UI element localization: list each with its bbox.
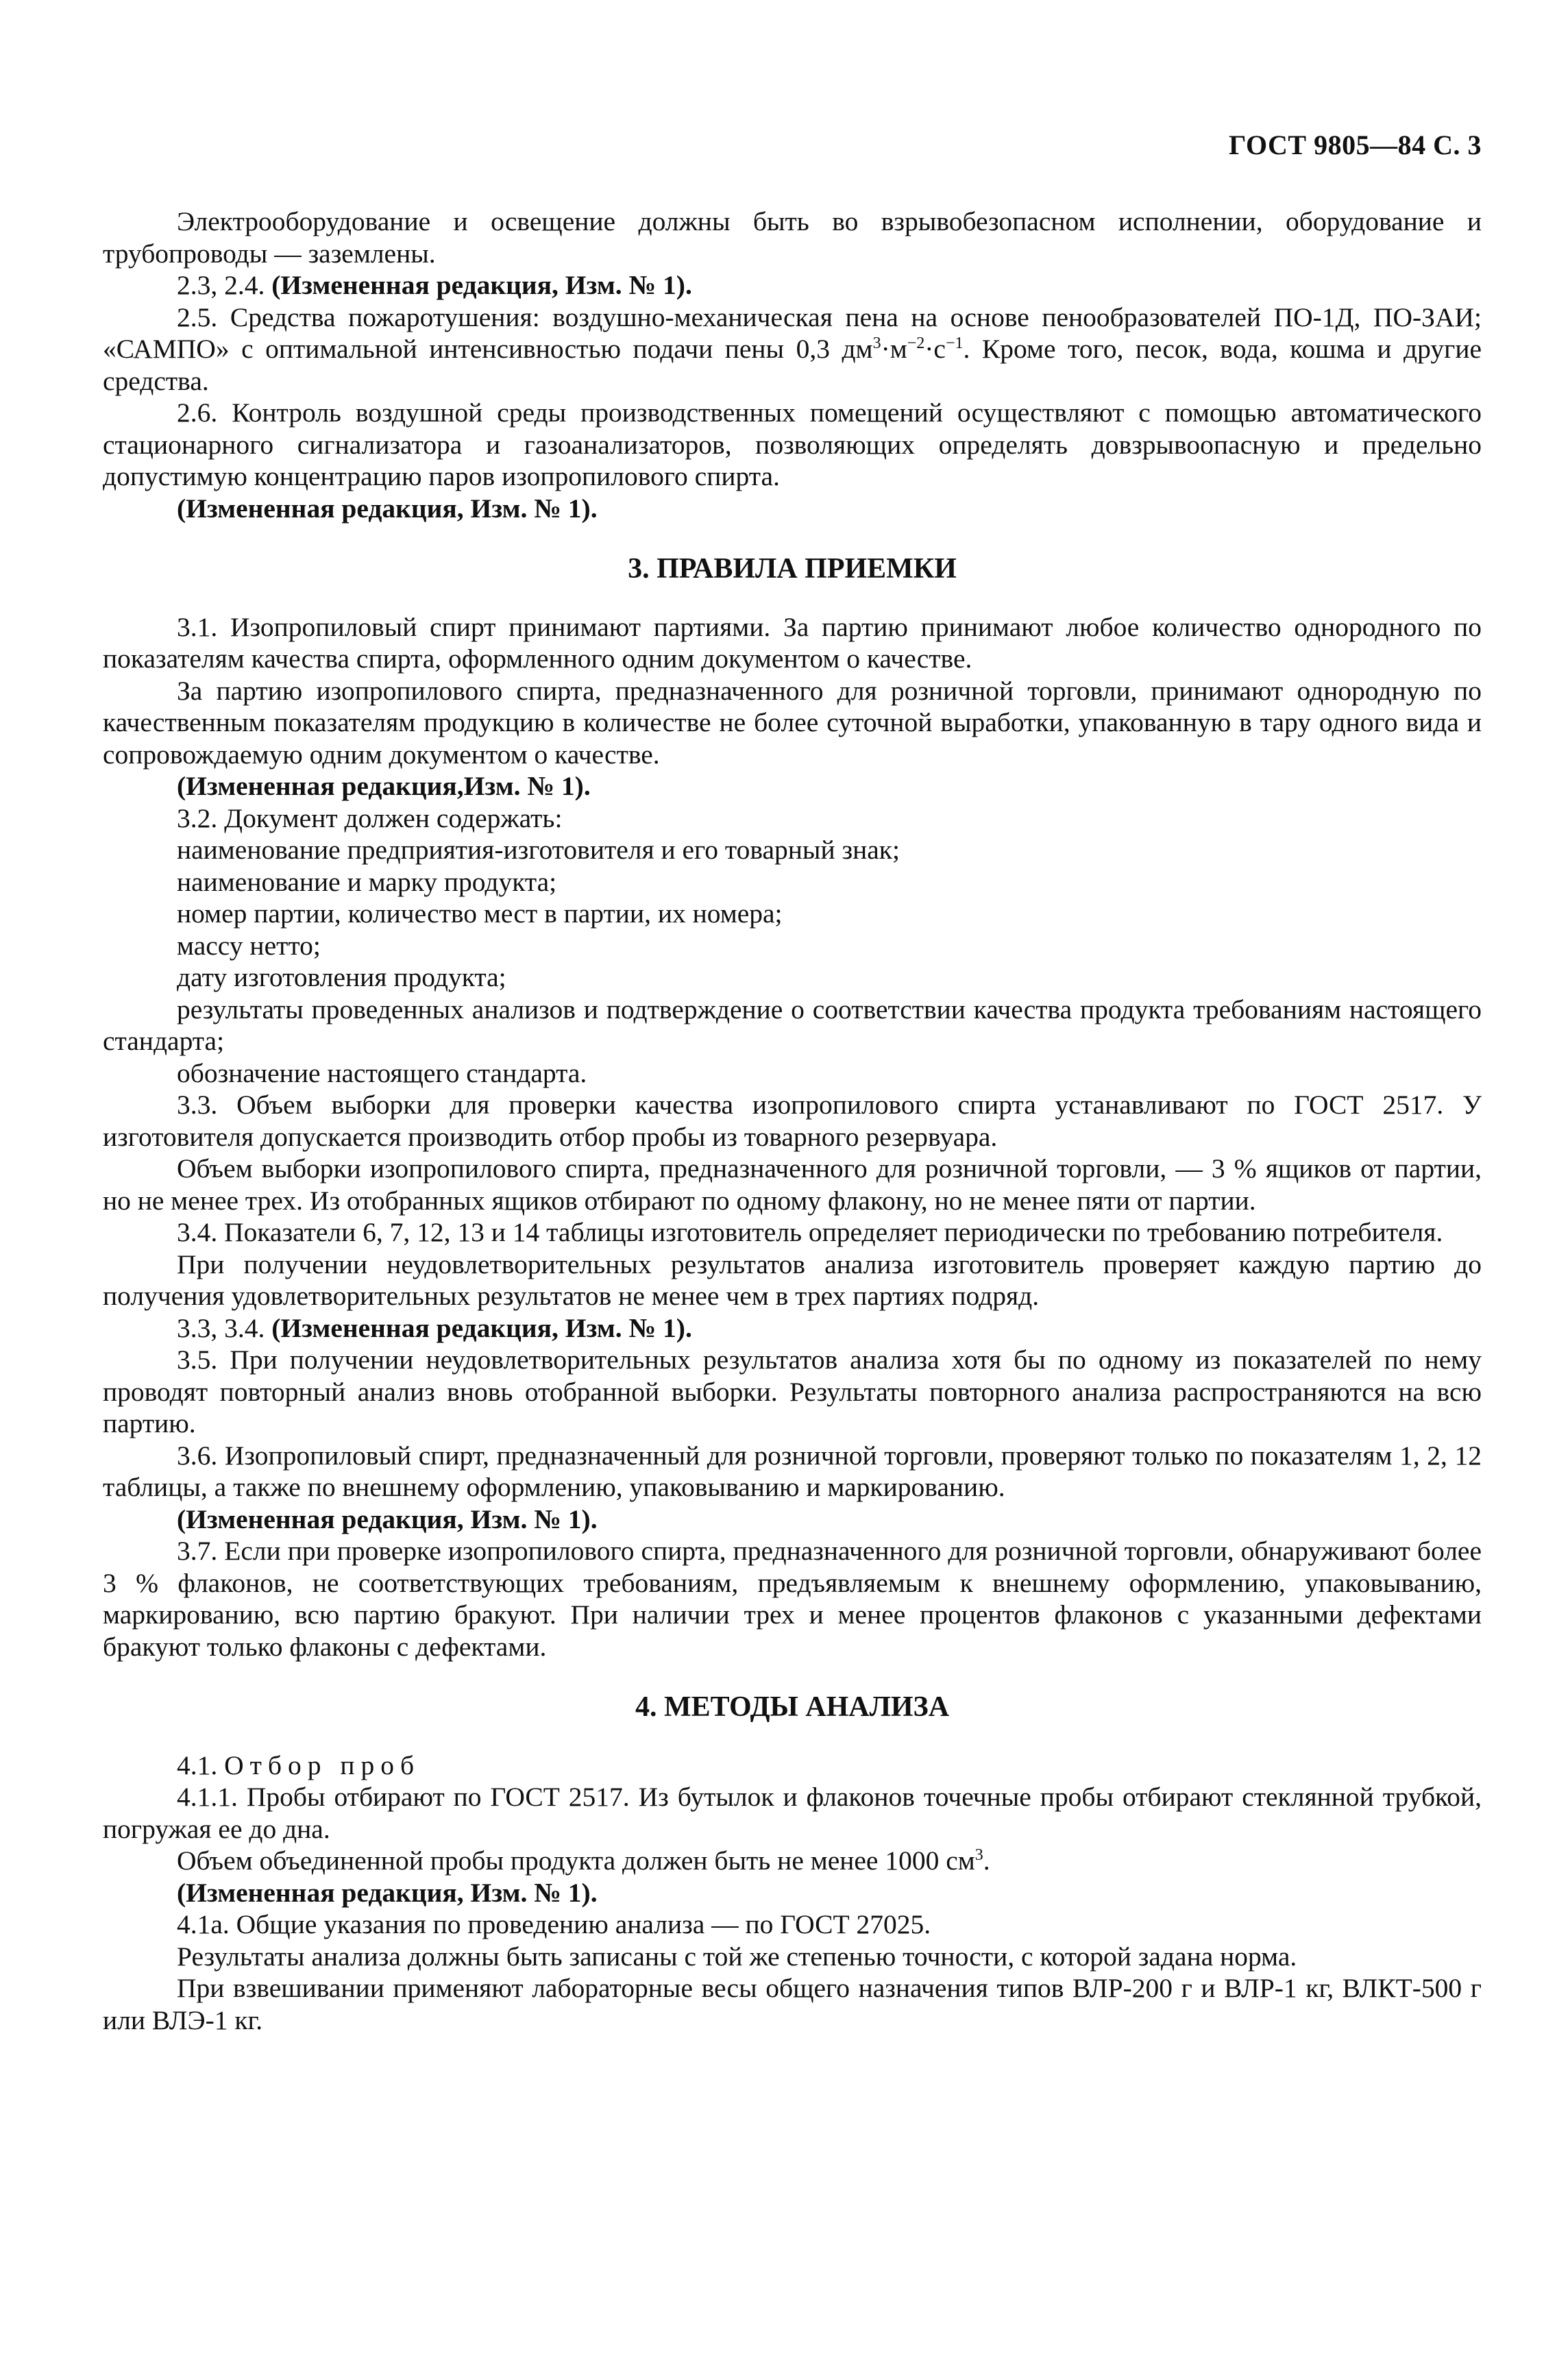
paragraph-3-3: 3.3. Объем выборки для проверки качества изопропилового спирта устанавливают по ГОСТ 2517. У изготовителя допускается производить отбор пробы из товарного резервуара. [103,1090,1482,1152]
list-item [103,994,1482,1057]
edit-note: (Измененная редакция, Изм. № 1). [177,1504,598,1534]
paragraph-weighing: При взвешивании применяют лабораторные весы общего назначения типов ВЛР-200 г и ВЛР-1 кг, ВЛКТ-500 г или ВЛЭ-1 кг. [103,1973,1482,2035]
text-run: Объем объединенной пробы продукта должен быть не менее 1000 см [177,1845,975,1876]
clause-number: 4.1. [177,1750,218,1780]
paragraph-4-1-1: 4.1.1. Пробы отбирают по ГОСТ 2517. Из бутылок и флаконов точечные пробы отбирают стеклянной трубкой, погружая ее до дна. [103,1782,1482,1844]
paragraph-3-1: 3.1. Изопропиловый спирт принимают партиями. За партию принимают любое количество однородного по показателям качества спирта, оформленного одним документом о качестве. [103,611,1482,674]
list-item: наименование и марку продукта; [177,866,557,897]
paragraph-edit-2-3 [103,269,1482,302]
paragraph-sample-volume: Объем выборки изопропилового спирта, предназначенного для розничной торговли, — 3 % ящиков от партии, но не менее трех. Из отобранных ящиков отбирают по одному флакону, но не менее пяти от партии. [103,1153,1482,1216]
paragraph-unsatisfactory: При получении неудовлетворительных результатов анализа изготовитель проверяет каждую партию до получения удовлетворительных результатов не менее чем в трех партиях подряд. [103,1249,1482,1311]
paragraph-2-5 [103,302,1482,397]
clause-number: 3.3, 3.4. [177,1312,265,1343]
list-item: номер партии, количество мест в партии, их номера; [177,898,783,929]
superscript: 3 [974,1845,983,1864]
paragraph-4-1 [103,1750,1482,1782]
text-run: 2.5. Средства пожаротушения: воздушно-механическая пена на основе пенообразователей ПО-1Д, ПО-ЗАИ; «САМПО» с оптимальной интенсивностью подачи пены 0,3 дм [103,302,1482,364]
text-run: ·м [881,334,907,364]
edit-note: (Измененная редакция, Изм. № 1). [271,1312,692,1343]
text-run: . [983,1845,990,1876]
list-item: массу нетто; [177,930,321,961]
paragraph-electrical: Электрооборудование и освещение должны быть во взрывобезопасном исполнении, оборудование и трубопроводы — заземлены. [103,206,1482,269]
paragraph-3-6: 3.6. Изопропиловый спирт, предназначенный для розничной торговли, проверяют только по показателям 1, 2, 12 таблицы, а также по внешнему оформлению, упаковыванию и маркированию. [103,1440,1482,1502]
superscript: −2 [907,334,925,352]
paragraph-precision: Результаты анализа должны быть записаны с той же степенью точности, с которой задана норма. [177,1941,1297,1972]
paragraph-4-1a: 4.1а. Общие указания по проведению анализа — по ГОСТ 27025. [177,1909,931,1939]
paragraph-3-2: 3.2. Документ должен содержать: [177,802,563,833]
edit-note: (Измененная редакция, Изм. № 1). [271,270,692,300]
page-header: ГОСТ 9805—84 С. 3 [1228,130,1482,160]
edit-note: (Измененная редакция,Изм. № 1). [177,771,591,801]
document-body [103,206,1482,2036]
edit-note: (Измененная редакция, Изм. № 1). [177,493,598,524]
text-run: . Кроме того, песок, вода, кошма и другие средства. [103,334,1482,396]
superscript: 3 [872,334,881,352]
paragraph-3-5: 3.5. При получении неудовлетворительных результатов анализа хотя бы по одному из показателей по нему проводят повторный анализ вновь отобранной выборки. Результаты повторного анализа распространяются на всю партию. [103,1345,1482,1438]
paragraph-3-7: 3.7. Если при проверке изопропилового спирта, предназначенного для розничной торговли, обнаруживают более 3 % флаконов, не соответствующих требованиям, предъявляемым к внешнему оформлению, упаковыванию, маркированию, всю партию бракуют. При наличии трех и менее процентов флаконов с указанными дефектами бракуют только флаконы с дефектами. [103,1536,1482,1662]
section-4-title: 4. МЕТОДЫ АНАЛИЗА [635,1691,950,1723]
list-item: дату изготовления продукта; [177,962,506,992]
edit-note: (Измененная редакция, Изм. № 1). [177,1877,598,1908]
list-item: обозначение настоящего стандарта. [177,1057,587,1088]
paragraph-edit-3-3 [103,1312,1482,1345]
paragraph-2-6: 2.6. Контроль воздушной среды производственных помещений осуществляют с помощью автоматического стационарного сигнализатора и газоанализаторов, позволяющих определять довзрывоопасную и предельно допустимую концентрацию паров изопропилового спирта. [103,397,1482,491]
paragraph-combined-sample [103,1845,1482,1877]
text-run: ·с [924,334,946,364]
clause-number: 2.3, 2.4. [177,270,265,300]
subsection-title: Отбор проб [224,1750,421,1780]
section-3-title: 3. ПРАВИЛА ПРИЕМКИ [628,553,957,585]
paragraph-retail-lot: За партию изопропилового спирта, предназначенного для розничной торговли, принимают однородную по качественным показателям продукцию в количестве не более суточной выработки, упакованную в тару одного вида и сопровождаемую одним документом о качестве. [103,675,1482,770]
list-item-text: результаты проведенных анализов и подтверждение о соответствии качества продукта требованиям настоящего стандарта; [103,994,1482,1056]
paragraph-3-4: 3.4. Показатели 6, 7, 12, 13 и 14 таблицы изготовитель определяет периодически по требованию потребителя. [177,1217,1443,1247]
superscript: −1 [945,334,964,352]
list-item: наименование предприятия-изготовителя и его товарный знак; [177,835,900,865]
